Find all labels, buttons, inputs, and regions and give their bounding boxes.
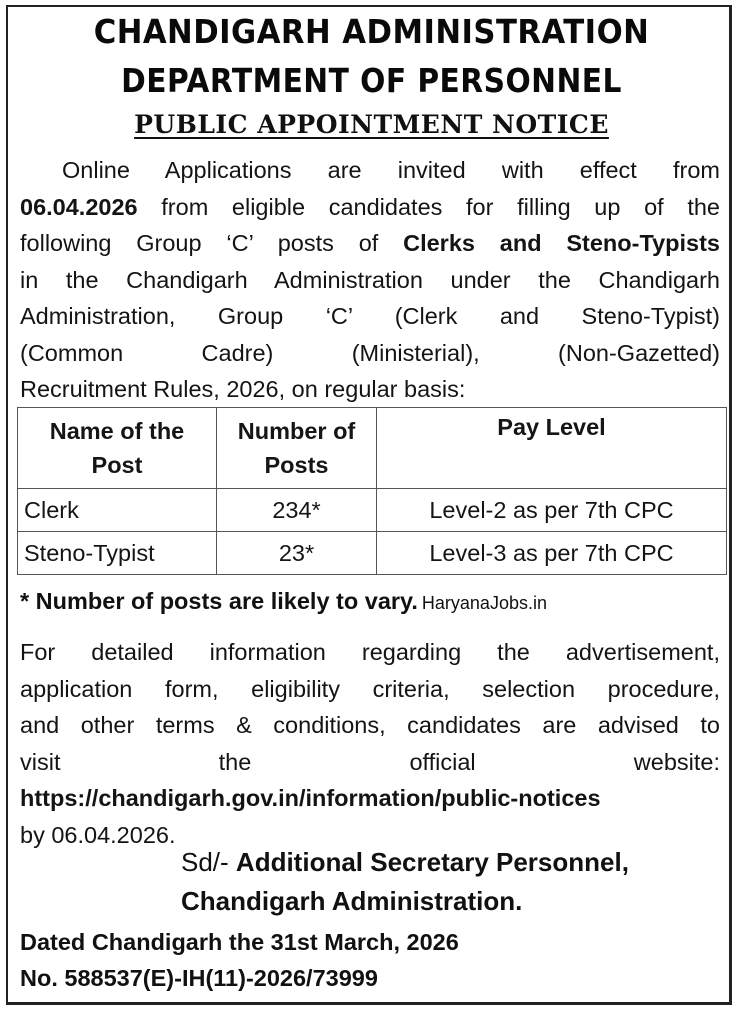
cell-count: 23* bbox=[217, 532, 377, 575]
cell-post: Steno-Typist bbox=[18, 532, 217, 575]
table-header-row bbox=[18, 408, 727, 489]
table-row bbox=[18, 532, 727, 575]
details-line-4: visit the official website: bbox=[20, 748, 720, 775]
signature-line bbox=[181, 843, 629, 881]
reference-number: No. 588537(E)-IH(11)-2026/73999 bbox=[20, 965, 378, 991]
official-website-link[interactable]: https://chandigarh.gov.in/information/public-notices bbox=[20, 785, 601, 811]
intro-line-6: (Common Cadre) (Ministerial), (Non-Gazetted) bbox=[20, 339, 720, 366]
header-number-of-posts: Number of Posts bbox=[217, 408, 377, 489]
watermark: HaryanaJobs.in bbox=[421, 593, 547, 613]
notice-title-wrap bbox=[0, 110, 743, 139]
intro-line-3: following Group ‘C’ posts of Clerks and Steno-Typists bbox=[20, 230, 720, 256]
details-line-3: and other terms & conditions, candidates are advised to bbox=[20, 712, 720, 738]
dated-line: Dated Chandigarh the 31st March, 2026 bbox=[20, 929, 459, 955]
details-line-1: For detailed information regarding the advertisement, bbox=[20, 639, 720, 665]
posts-vary-note: * Number of posts are likely to vary. HaryanaJobs.in bbox=[20, 588, 547, 614]
signatory-title: Additional Secretary Personnel, bbox=[235, 847, 629, 877]
signatory-org: Chandigarh Administration. bbox=[181, 886, 523, 916]
table-row bbox=[18, 489, 727, 532]
cell-pay-level: Level-3 as per 7th CPC bbox=[377, 532, 727, 575]
details-deadline: by 06.04.2026. bbox=[20, 821, 176, 848]
intro-line-4: in the Chandigarh Administration under the Chandigarh bbox=[20, 266, 720, 293]
cell-post: Clerk bbox=[18, 489, 217, 532]
signatory-org-line bbox=[181, 882, 522, 920]
posts-table bbox=[17, 407, 727, 575]
heading-administration: CHANDIGARH ADMINISTRATION bbox=[93, 12, 650, 51]
posts-highlight: Clerks and Steno-Typists bbox=[403, 230, 720, 256]
details-paragraph bbox=[20, 634, 720, 853]
intro-line-7: Recruitment Rules, 2026, on regular basis: bbox=[20, 376, 466, 402]
notice-title: PUBLIC APPOINTMENT NOTICE bbox=[134, 110, 609, 139]
intro-line-5: Administration, Group ‘C’ (Clerk and Steno-Typist) bbox=[20, 303, 720, 329]
header-pay-level: Pay Level bbox=[377, 408, 727, 489]
intro-paragraph bbox=[20, 152, 720, 408]
header-post-name: Name of the Post bbox=[18, 408, 217, 489]
cell-count: 234* bbox=[217, 489, 377, 532]
intro-line-2: 06.04.2026 from eligible candidates for filling up of the bbox=[20, 193, 720, 220]
heading-department: DEPARTMENT OF PERSONNEL bbox=[121, 61, 622, 100]
details-line-2: application form, eligibility criteria, selection procedure, bbox=[20, 675, 720, 702]
intro-line-1: Online Applications are invited with effect from bbox=[62, 157, 720, 183]
start-date: 06.04.2026 bbox=[20, 193, 138, 220]
cell-pay-level: Level-2 as per 7th CPC bbox=[377, 489, 727, 532]
signature-prefix: Sd/- bbox=[181, 847, 236, 877]
